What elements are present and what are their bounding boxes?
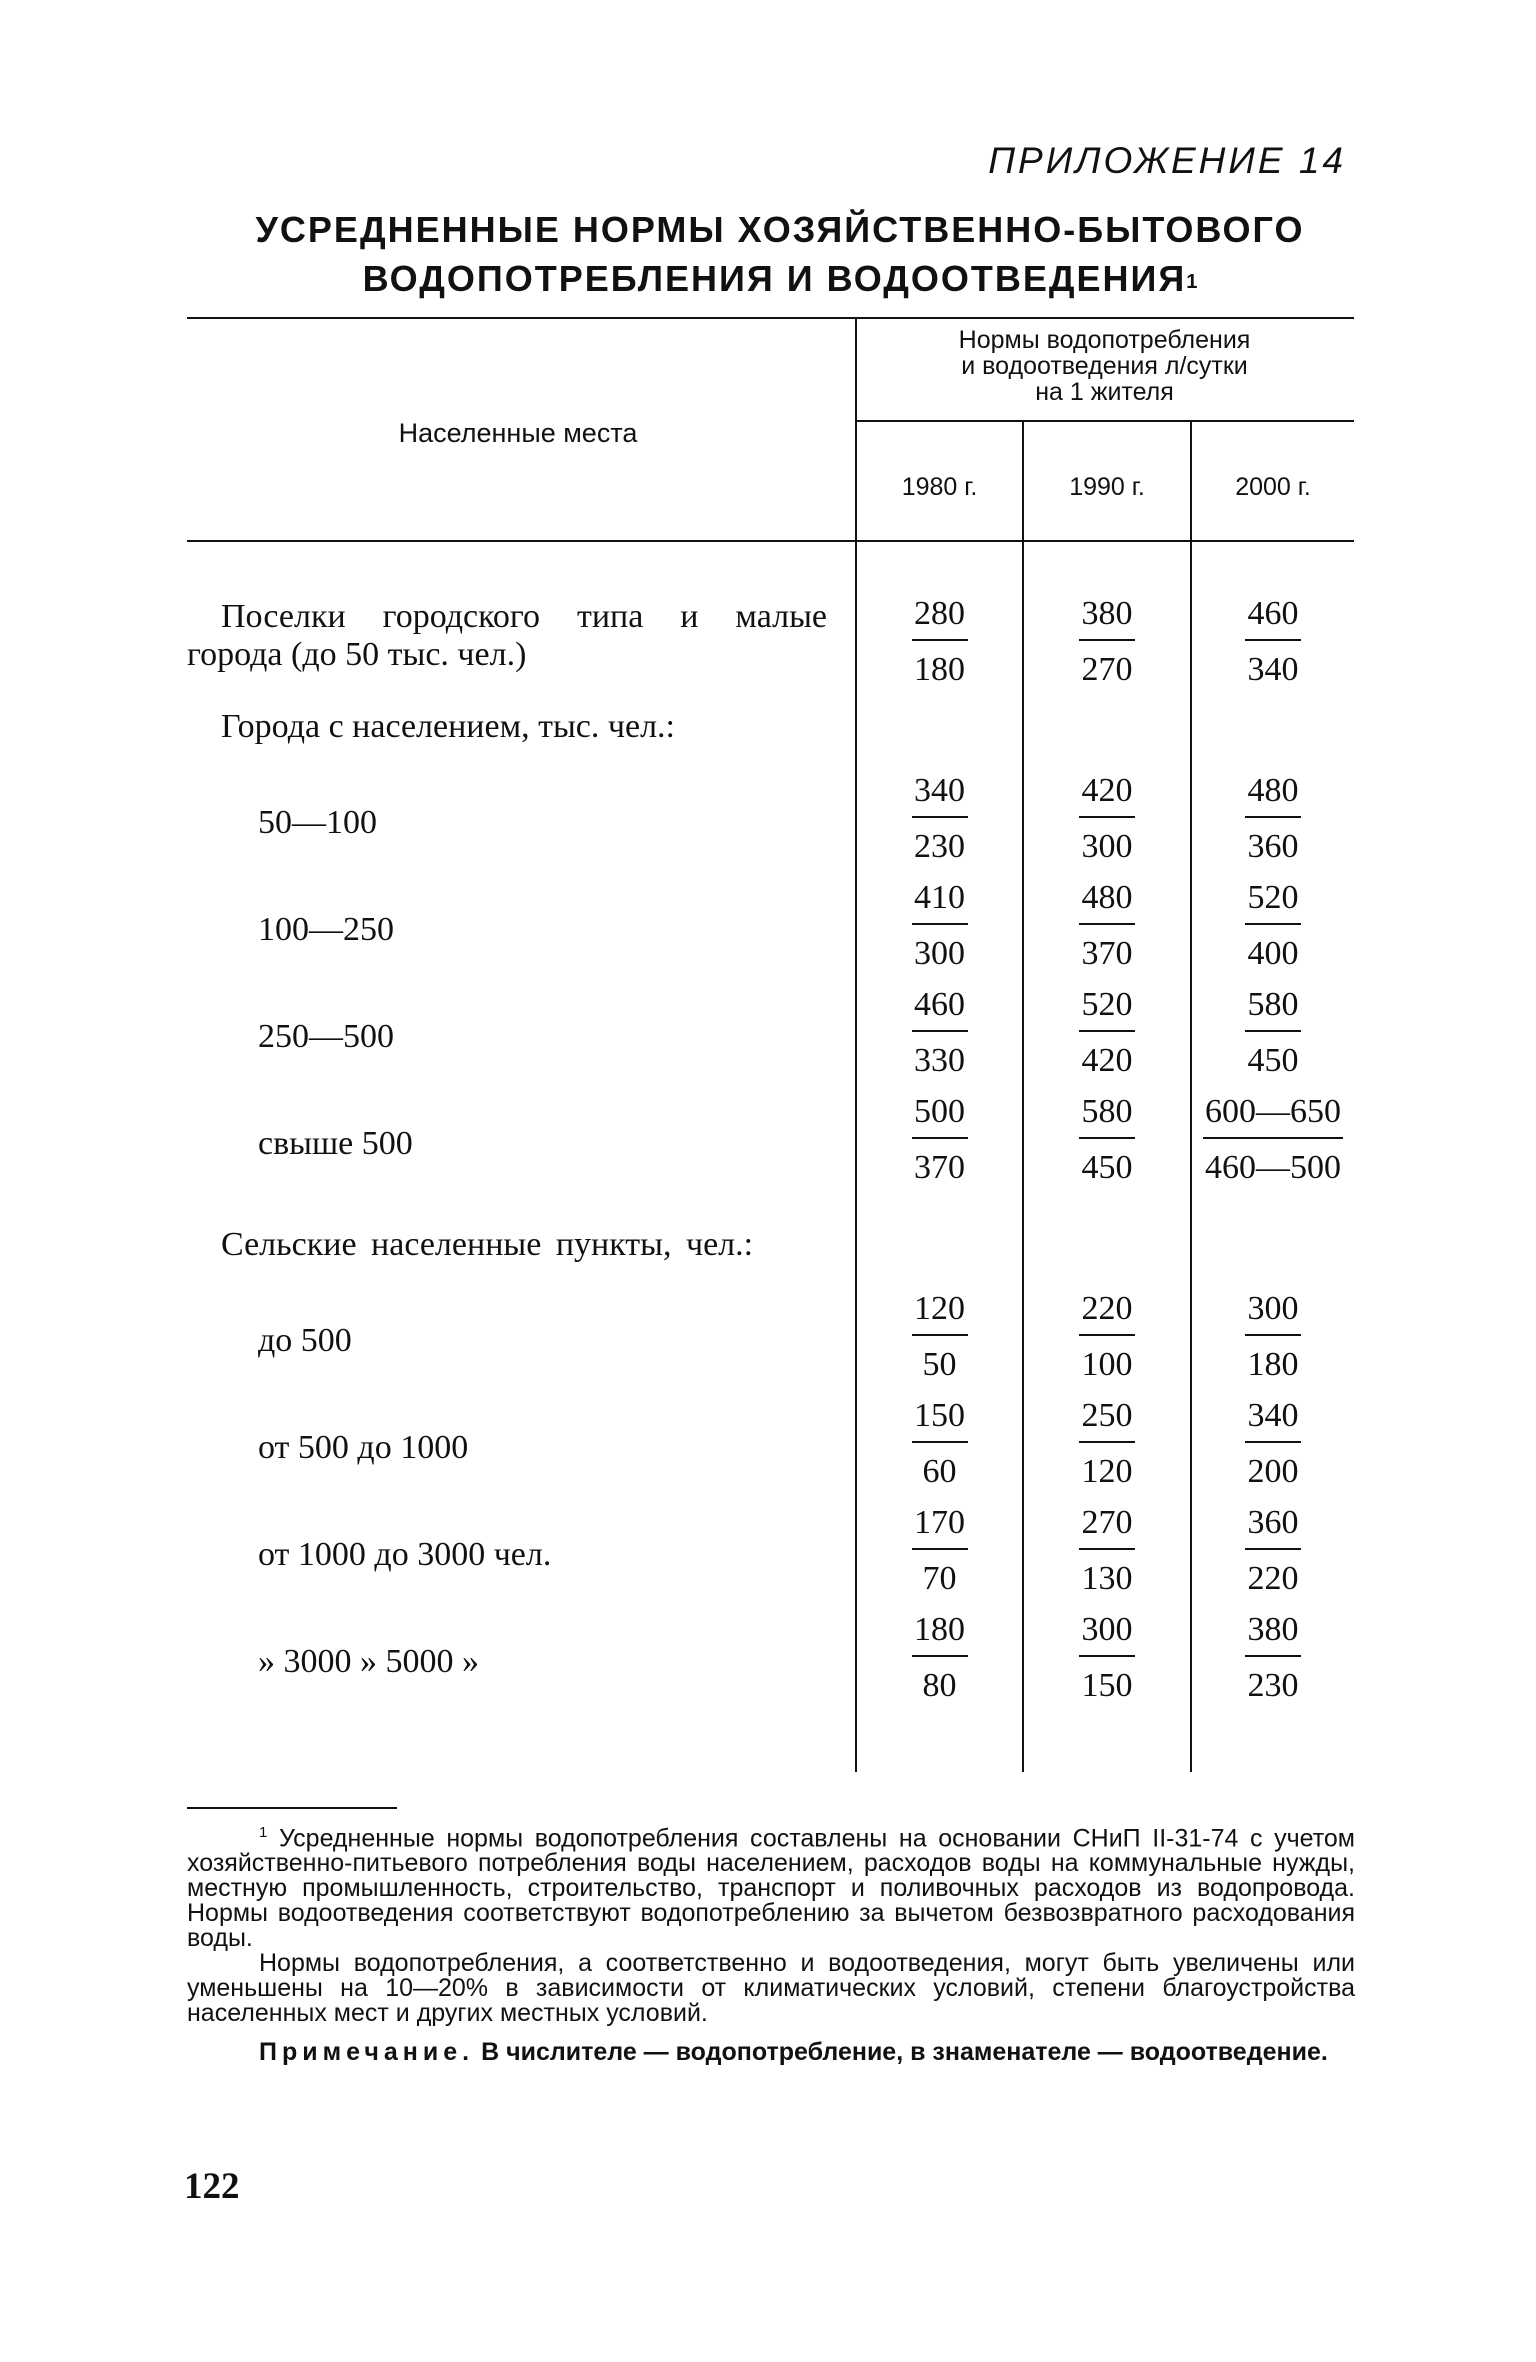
fraction-bar [912,1030,968,1032]
table-top-rule [187,317,1354,319]
fraction-bar [1079,1334,1135,1336]
numerator-water-consumption: 270 [1081,1504,1133,1541]
value-fraction-1980 [857,1288,1022,1386]
value-fraction-1990 [1024,593,1190,691]
group-label-towns-line-2: города (до 50 тыс. чел.) [187,636,527,673]
denominator-water-disposal: 450 [1081,1149,1133,1186]
footnotes [187,1820,1355,2065]
fraction-bar [1079,1441,1135,1443]
numerator-water-consumption: 480 [1081,879,1133,916]
fraction-bar [1245,816,1301,818]
header-bottom-rule [187,540,1354,542]
fraction-bar [1079,639,1135,641]
numerator-water-consumption: 380 [1081,595,1133,632]
denominator-water-disposal: 420 [1081,1042,1133,1079]
denominator-water-disposal: 120 [1081,1453,1133,1490]
header-norms-line-2: и водоотведения л/сутки [961,352,1248,380]
denominator-water-disposal: 70 [922,1560,957,1597]
fraction-bar [1245,1655,1301,1657]
denominator-water-disposal: 450 [1247,1042,1299,1079]
header-year-1980: 1980 г. [901,473,978,501]
value-fraction-2000 [1192,1609,1354,1707]
denominator-water-disposal: 330 [914,1042,965,1079]
numerator-water-consumption: 340 [914,772,965,809]
value-fraction-1980 [857,1502,1022,1600]
fraction-bar [1203,1137,1343,1139]
remark [187,2040,1355,2065]
footnote-2: Нормы водопотребления, а соответственно и водоотведения, могут быть увеличены или уменьшены на 10—20% в зависимости от климатических условий, степени благоустройства населенных мест и других местных условий. [187,1949,1355,2028]
fraction-bar [1245,1030,1301,1032]
fraction-bar [912,1137,968,1139]
numerator-water-consumption: 580 [1081,1093,1133,1130]
numerator-water-consumption: 120 [914,1290,965,1327]
denominator-water-disposal: 370 [1081,935,1133,972]
numerator-water-consumption: 250 [1081,1397,1133,1434]
fraction-bar [1079,1655,1135,1657]
page-title [180,205,1380,303]
value-fraction-1980 [857,593,1022,691]
group-label-towns-line-1: Поселки городского типа и малые [221,598,827,635]
fraction-bar [912,639,968,641]
fraction-bar [912,1655,968,1657]
footnote-1: $^1$ Усредненные нормы водопотребления составлены на основании СНиП II-31-74 с учетом хозяйственно-питьевого потребления воды населением, расходов воды на коммунальные нужды, местную промышленность, строительство, транспорт и поливочных расходов из водопровода. Нормы водоотведения соответствуют водопотреблению за вычетом безвозвратного расходования воды. [187,1824,1355,1953]
fraction-bar [1079,1548,1135,1550]
header-year-1990: 1990 г. [1069,473,1145,501]
row-label: свыше 500 [258,1125,413,1162]
denominator-water-disposal: 460—500 [1205,1149,1341,1186]
value-fraction-1980 [857,984,1022,1082]
fraction-bar [1079,816,1135,818]
numerator-water-consumption: 520 [1247,879,1299,916]
fraction-bar [912,816,968,818]
numerator-water-consumption: 300 [1247,1290,1299,1327]
numerator-water-consumption: 600—650 [1205,1093,1341,1130]
denominator-water-disposal: 100 [1081,1346,1133,1383]
header-norms-line-3: на 1 жителя [1035,378,1174,406]
value-fraction-2000 [1192,1395,1354,1493]
footnote-mark: 1 [259,1824,268,1841]
denominator-water-disposal: 370 [914,1149,965,1186]
numerator-water-consumption: 460 [1247,595,1299,632]
denominator-water-disposal: 400 [1247,935,1299,972]
numerator-water-consumption: 300 [1081,1611,1133,1648]
denominator-water-disposal: 80 [922,1667,957,1704]
header-places: Населенные места [398,418,638,448]
numerator-water-consumption: 170 [914,1504,965,1541]
value-fraction-2000 [1192,1502,1354,1600]
value-fraction-1980 [857,1395,1022,1493]
fraction-bar [912,1548,968,1550]
title-footnote-mark: 1 [1186,271,1198,293]
denominator-water-disposal: 180 [1247,1346,1299,1383]
numerator-water-consumption: 420 [1081,772,1133,809]
numerator-water-consumption: 410 [914,879,965,916]
fraction-bar [912,1334,968,1336]
group-label-rural: Сельские населенные пункты, чел.: [221,1226,754,1263]
row-label: от 1000 до 3000 чел. [258,1536,552,1573]
fraction-bar [912,1441,968,1443]
value-fraction-2000 [1192,1288,1354,1386]
value-fraction-1980 [857,877,1022,975]
row-label: от 500 до 1000 [258,1429,469,1466]
row-label: 250—500 [258,1018,394,1055]
group-label-towns-small [187,598,827,674]
value-fraction-1990 [1024,1502,1190,1600]
title-line-1: УСРЕДНЕННЫЕ НОРМЫ ХОЗЯЙСТВЕННО-БЫТОВОГО [255,209,1305,250]
numerator-water-consumption: 340 [1247,1397,1299,1434]
denominator-water-disposal: 150 [1081,1667,1133,1704]
numerator-water-consumption: 480 [1247,772,1299,809]
numerator-water-consumption: 380 [1247,1611,1299,1648]
denominator-water-disposal: 220 [1247,1560,1299,1597]
fraction-bar [912,923,968,925]
numerator-water-consumption: 460 [914,986,965,1023]
row-label: 100—250 [258,911,394,948]
value-fraction-2000 [1192,984,1354,1082]
fraction-bar [1245,1441,1301,1443]
denominator-water-disposal: 230 [914,828,965,865]
fraction-bar [1245,923,1301,925]
row-label: до 500 [258,1322,352,1359]
header-norms-line-1: Нормы водопотребления [958,326,1251,354]
numerator-water-consumption: 280 [914,595,965,632]
denominator-water-disposal: 340 [1247,651,1299,688]
header-norms [857,327,1352,405]
value-fraction-1990 [1024,1395,1190,1493]
value-fraction-2000 [1192,770,1354,868]
value-fraction-1990 [1024,1288,1190,1386]
denominator-water-disposal: 360 [1247,828,1299,865]
fraction-bar [1245,1334,1301,1336]
appendix-label: ПРИЛОЖЕНИЕ 14 [988,140,1346,181]
value-fraction-1980 [857,1091,1022,1189]
fraction-bar [1245,1548,1301,1550]
numerator-water-consumption: 150 [914,1397,965,1434]
value-fraction-1990 [1024,877,1190,975]
denominator-water-disposal: 200 [1247,1453,1299,1490]
fraction-bar [1079,1137,1135,1139]
value-fraction-1980 [857,770,1022,868]
numerator-water-consumption: 220 [1081,1290,1133,1327]
fraction-bar [1079,923,1135,925]
page-number: 122 [184,2166,240,2207]
value-fraction-2000 [1192,593,1354,691]
value-fraction-1990 [1024,770,1190,868]
denominator-water-disposal: 270 [1081,651,1133,688]
numerator-water-consumption: 520 [1081,986,1133,1023]
denominator-water-disposal: 60 [922,1453,957,1490]
numerator-water-consumption: 500 [914,1093,965,1130]
value-fraction-1990 [1024,1609,1190,1707]
denominator-water-disposal: 300 [1081,828,1133,865]
denominator-water-disposal: 50 [922,1346,957,1383]
remark-label: Примечание. [259,2038,475,2067]
denominator-water-disposal: 300 [914,935,965,972]
fraction-bar [1245,639,1301,641]
value-fraction-1980 [857,1609,1022,1707]
value-fraction-2000 [1192,877,1354,975]
denominator-water-disposal: 180 [914,651,965,688]
numerator-water-consumption: 580 [1247,986,1299,1023]
footnote-rule [187,1807,397,1809]
norms-header-rule [857,420,1354,422]
remark-text: В числителе — водопотребление, в знаменателе — водоотведение. [481,2038,1328,2067]
row-label: 50—100 [258,804,377,841]
denominator-water-disposal: 130 [1081,1560,1133,1597]
value-fraction-1990 [1024,1091,1190,1189]
value-fraction-1990 [1024,984,1190,1082]
row-label: » 3000 » 5000 » [258,1643,479,1680]
group-label-cities: Города с населением, тыс. чел.: [221,708,676,745]
fraction-bar [1079,1030,1135,1032]
title-line-2: ВОДОПОТРЕБЛЕНИЯ И ВОДООТВЕДЕНИЯ$^1$ [362,258,1198,299]
numerator-water-consumption: 360 [1247,1504,1299,1541]
denominator-water-disposal: 230 [1247,1667,1299,1704]
header-year-2000: 2000 г. [1235,473,1311,501]
numerator-water-consumption: 180 [914,1611,965,1648]
value-fraction-2000 [1192,1091,1354,1189]
